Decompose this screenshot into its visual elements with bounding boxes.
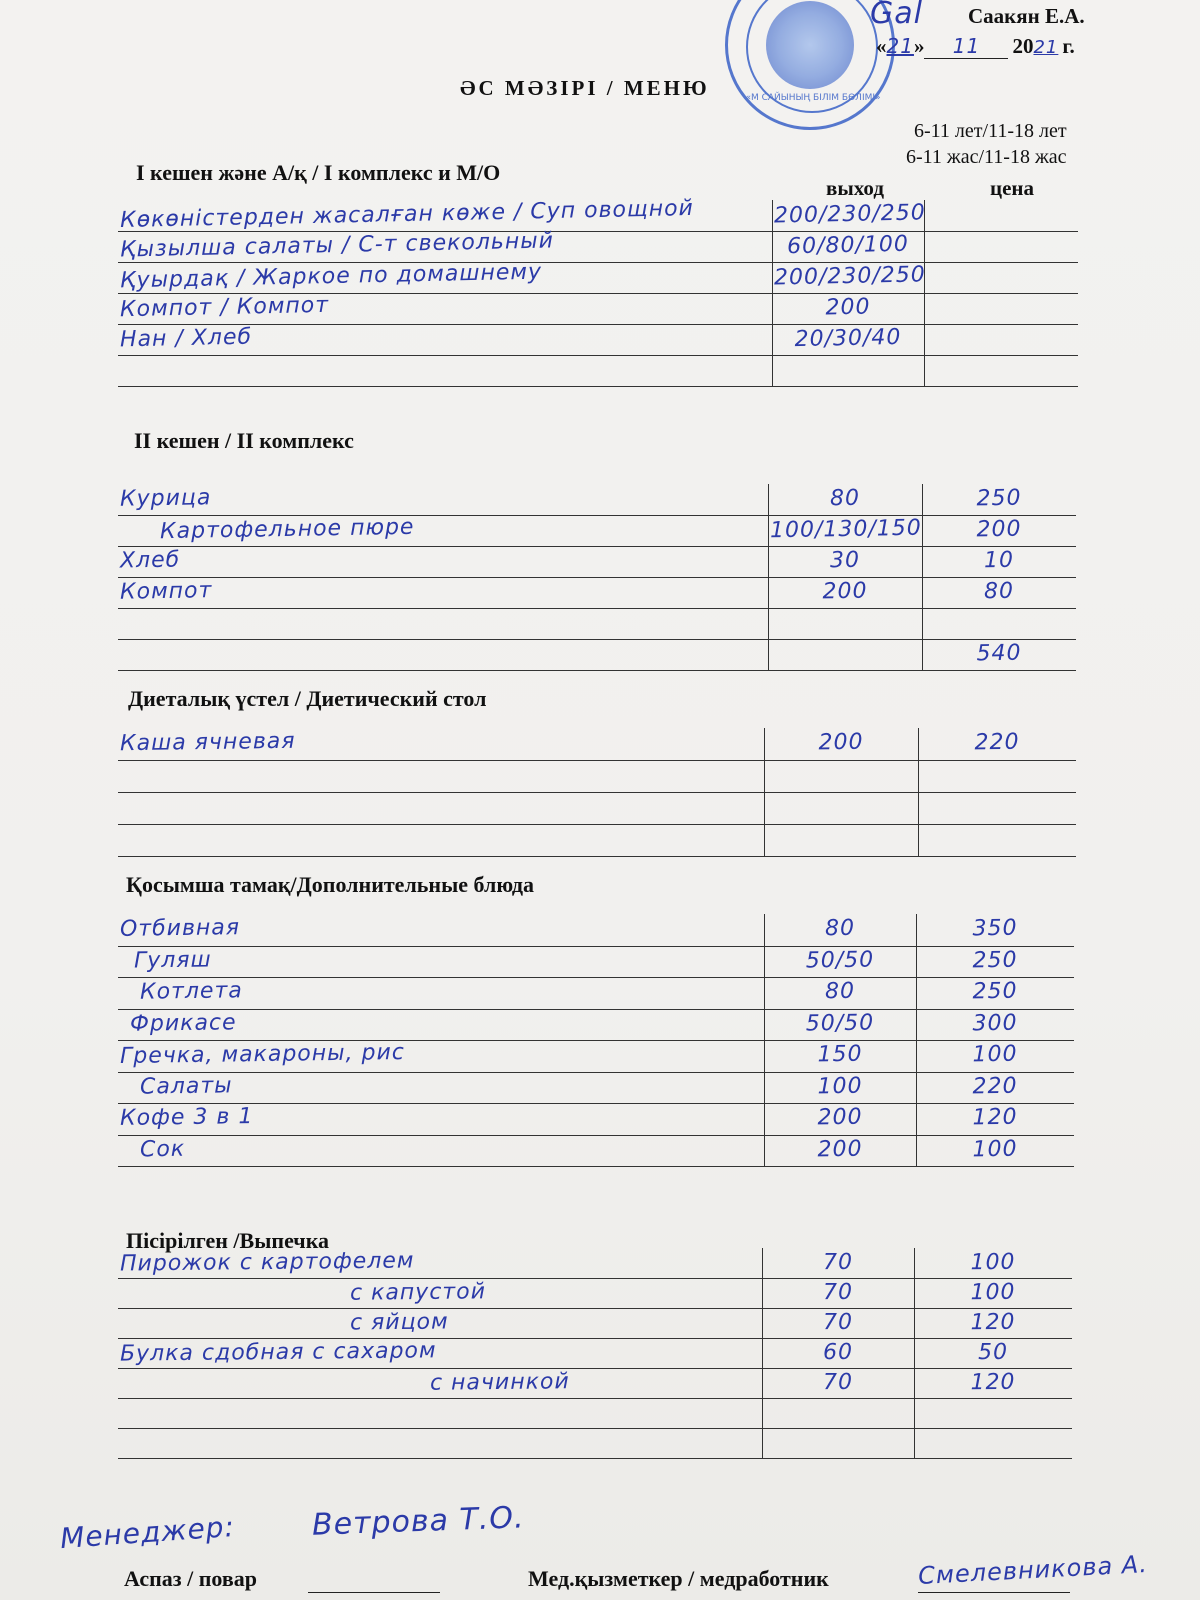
table-cell-output: 200/230/250: [773, 200, 927, 229]
table-rule: [118, 608, 1076, 609]
column-divider: [764, 914, 765, 1166]
column-divider: [924, 200, 925, 386]
table-cell-output: 60/80/100: [786, 231, 910, 260]
table-cell-name: Сок: [139, 1136, 186, 1162]
table-cell-name: Гуляш: [133, 946, 212, 974]
table-cell-output: 150: [817, 1041, 863, 1068]
table-cell-price: [926, 200, 1076, 203]
med-signature-line: [918, 1592, 1070, 1593]
approval-signature: Gal: [870, 0, 923, 31]
table-rule: [118, 977, 1074, 978]
table-cell-price: 120: [970, 1309, 1016, 1336]
menu-table: [118, 195, 1078, 386]
date-year-prefix: 20: [1012, 34, 1034, 58]
table-cell-price: 50: [977, 1339, 1009, 1366]
table-cell-price: 100: [972, 1041, 1018, 1068]
table-cell-price: 220: [972, 1073, 1018, 1099]
table-rule: [118, 1428, 1072, 1429]
menu-table: [118, 1248, 1072, 1458]
table-cell-name: Отбивная: [119, 915, 241, 942]
table-cell-name: Қуырдақ / Жаркое по домашнему: [119, 259, 543, 294]
column-divider: [768, 484, 769, 670]
date-month: 11: [924, 34, 1008, 59]
table-cell-name: Гречка, макароны, рис: [119, 1040, 406, 1069]
table-cell-price: [920, 793, 1074, 795]
table-rule: [118, 1308, 1072, 1309]
table-cell-price: [916, 1399, 1070, 1401]
table-cell-price: 250: [972, 947, 1018, 973]
table-rule: [118, 1368, 1072, 1369]
column-divider: [762, 1248, 763, 1458]
table-cell-name: Курица: [119, 485, 212, 512]
table-rule: [118, 515, 1076, 516]
table-cell-name: Каша ячневая: [119, 728, 296, 757]
table-cell-price: 250: [972, 978, 1018, 1005]
table-rule: [118, 760, 1076, 761]
menu-table: [118, 728, 1076, 856]
section-title: Диеталық үстел / Диетический стол: [128, 686, 487, 711]
table-cell-price: [920, 825, 1074, 827]
table-rule: [118, 1398, 1072, 1399]
section-title: ІІ кешен / ІІ комплекс: [134, 428, 354, 453]
table-cell-output: 80: [829, 485, 861, 512]
table-cell-price: 220: [974, 729, 1020, 756]
table-rule: [118, 1278, 1072, 1279]
table-cell-price: [916, 1429, 1070, 1431]
table-cell-output: 60: [822, 1339, 854, 1366]
age-range-ru: 6-11 лет/11-18 лет: [914, 120, 1067, 142]
table-cell-name: Пирожок с картофелем: [119, 1248, 415, 1277]
section-title: Пісірілген /Выпечка: [126, 1228, 330, 1253]
table-cell-name: Қызылша салаты / С-т свекольный: [119, 228, 555, 263]
table-rule: [118, 262, 1078, 263]
table-cell-name: с яйцом: [349, 1309, 449, 1336]
date-open-quote: «: [876, 34, 887, 58]
approver-name: Саакян Е.А.: [968, 4, 1085, 28]
cook-label: Аспаз / повар: [124, 1566, 257, 1591]
date-day: 21: [886, 34, 914, 58]
table-cell-output: [770, 640, 920, 643]
table-rule: [118, 1072, 1074, 1073]
table-cell-price: 120: [972, 1104, 1018, 1131]
table-rule: [118, 355, 1078, 356]
table-rule: [118, 546, 1076, 547]
table-cell-name: Компот: [119, 578, 213, 605]
date-year-suffix: 21: [1033, 37, 1059, 58]
table-cell-price: 10: [983, 547, 1015, 574]
table-cell-name: с начинкой: [429, 1369, 570, 1396]
column-divider: [918, 728, 919, 856]
table-rule: [118, 386, 1078, 387]
table-cell-output: [766, 761, 916, 763]
table-cell-price: 350: [972, 915, 1018, 942]
table-cell-name: Картофельное пюре: [159, 514, 415, 545]
table-cell-output: [764, 1399, 912, 1401]
table-cell-price: 100: [970, 1249, 1016, 1276]
table-cell-output: 80: [824, 915, 856, 942]
table-rule: [118, 1040, 1074, 1041]
table-cell-output: 200: [817, 1136, 863, 1162]
table-rule: [118, 856, 1076, 857]
table-rule: [118, 792, 1076, 793]
table-cell-output: 70: [822, 1249, 854, 1276]
table-cell-output: 20/30/40: [794, 324, 902, 353]
column-header-price: цена: [990, 176, 1035, 200]
table-cell-output: 200: [822, 578, 868, 605]
table-rule: [118, 1166, 1074, 1167]
table-cell-price: 200: [976, 516, 1022, 543]
med-label: Мед.қызметкер / медработник: [528, 1566, 829, 1591]
section-title: І кешен және А/қ / І комплекс и М/О: [136, 160, 501, 185]
table-cell-price: 120: [970, 1369, 1016, 1396]
table-cell-output: 100/130/150: [769, 515, 923, 544]
table-cell-name: Салаты: [139, 1072, 233, 1100]
table-rule: [118, 324, 1078, 325]
table-rule: [118, 946, 1074, 947]
table-cell-price: [924, 609, 1074, 612]
table-cell-name: с капустой: [349, 1279, 487, 1306]
table-cell-name: Компот / Компот: [119, 292, 330, 323]
table-cell-name: Кофе 3 в 1: [119, 1104, 254, 1131]
column-divider: [914, 1248, 915, 1458]
table-cell-price: 100: [972, 1136, 1018, 1162]
table-cell-output: 50/50: [805, 1010, 875, 1036]
table-rule: [118, 824, 1076, 825]
date-suffix: г.: [1062, 34, 1075, 58]
table-cell-price: 80: [983, 578, 1015, 605]
section-title: Қосымша тамақ/Дополнительные блюда: [126, 872, 535, 897]
table-cell-output: 70: [822, 1369, 854, 1396]
table-cell-name: Булка сдобная с сахаром: [119, 1338, 437, 1367]
table-cell-output: 70: [822, 1279, 854, 1306]
table-cell-price: 100: [970, 1279, 1016, 1306]
column-divider: [772, 200, 773, 386]
stamp-text: «М САЙЫНЫҢ БІЛІМ БӨЛІМІ»: [745, 93, 881, 103]
column-header-output: выход: [826, 176, 884, 200]
page-title: ӘС МӘЗІРІ / МЕНЮ: [460, 76, 710, 100]
table-cell-price: [920, 761, 1074, 763]
table-rule: [118, 231, 1078, 232]
table-cell-output: 200: [825, 294, 871, 321]
table-cell-price: 300: [972, 1010, 1018, 1036]
table-rule: [118, 1103, 1074, 1104]
cook-signature-line: [308, 1592, 440, 1593]
stamp-emblem-icon: [766, 1, 854, 89]
manager-label: Менеджер:: [59, 1509, 236, 1556]
table-cell-output: 200/230/250: [773, 262, 927, 291]
column-divider: [764, 728, 765, 856]
date-close-quote: »: [913, 34, 925, 58]
manager-name: Ветрова Т.О.: [311, 1500, 526, 1543]
table-cell-output: 30: [829, 547, 861, 574]
med-signature: Смелевникова А.: [917, 1550, 1149, 1590]
table-rule: [118, 1338, 1072, 1339]
table-rule: [118, 1009, 1074, 1010]
table-cell-name: Фрикасе: [129, 1009, 237, 1037]
menu-table: [118, 914, 1074, 1166]
table-cell-price: 540: [976, 640, 1022, 667]
table-cell-output: 50/50: [805, 947, 875, 973]
table-rule: [118, 639, 1076, 640]
table-cell-output: [766, 793, 916, 795]
table-cell-output: [766, 825, 916, 827]
table-cell-output: 200: [818, 729, 864, 756]
table-cell-output: 70: [822, 1309, 854, 1336]
table-cell-output: [764, 1429, 912, 1431]
table-cell-name: Хлеб: [119, 547, 181, 574]
table-cell-name: Котлета: [139, 978, 243, 1005]
table-cell-output: 80: [824, 978, 856, 1005]
table-cell-price: 250: [976, 485, 1022, 512]
column-divider: [916, 914, 917, 1166]
menu-table: [118, 484, 1076, 670]
table-rule: [118, 1135, 1074, 1136]
table-rule: [118, 1458, 1072, 1459]
table-rule: [118, 670, 1076, 671]
table-cell-output: [770, 609, 920, 612]
table-cell-name: Көкөністерден жасалған көже / Суп овощной: [119, 195, 695, 234]
table-cell-output: 100: [817, 1073, 863, 1099]
table-cell-name: Нан / Хлеб: [119, 324, 253, 353]
age-range-kz: 6-11 жас/11-18 жас: [906, 146, 1067, 168]
table-rule: [118, 577, 1076, 578]
table-cell-output: 200: [817, 1104, 863, 1131]
approval-date: [876, 34, 1075, 59]
